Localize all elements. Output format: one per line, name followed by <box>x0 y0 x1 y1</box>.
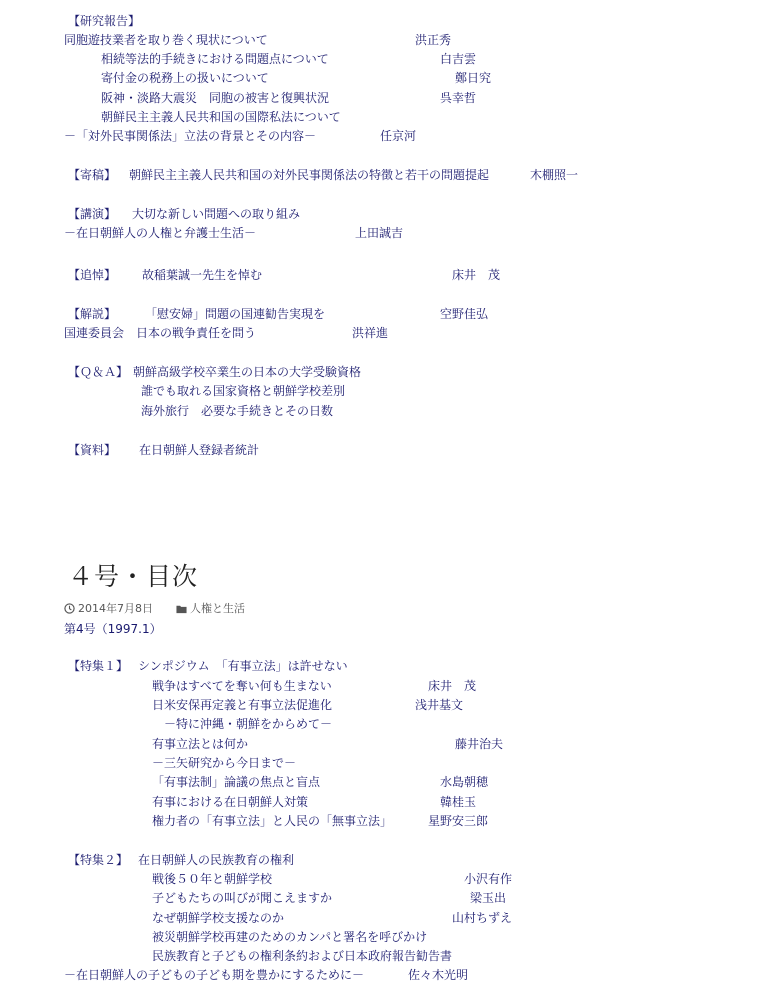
toc-entry-author: 空野佳弘 <box>440 307 489 321</box>
toc-entry-title: 在日朝鮮人登録者統計 <box>139 443 260 457</box>
section-heading-lecture: 【講演】 <box>68 207 117 221</box>
toc-entry-title: 子どもたちの叫びが聞こえますか <box>152 891 333 905</box>
toc-entry-author: 浅井基文 <box>415 698 464 712</box>
toc-entry-author: 韓桂玉 <box>440 795 477 809</box>
toc-entry-title: 有事における在日朝鮮人対策 <box>152 795 309 809</box>
toc-entry-author: 小沢有作 <box>464 872 513 886</box>
section-heading-special1: 【特集１】 <box>68 659 129 673</box>
toc-entry-title: 日米安保再定義と有事立法促進化 <box>152 698 333 712</box>
toc-entry-title: 民族教育と子どもの権利条約および日本政府報告勧告書 <box>152 949 453 963</box>
toc-entry-author: 任京河 <box>380 129 417 143</box>
toc-entry-title: 権力者の「有事立法」と人民の「無事立法」 <box>152 814 393 828</box>
toc-entry-title: 有事立法とは何か <box>152 737 249 751</box>
toc-entry-subtitle: －在日朝鮮人の人権と弁護士生活－ <box>64 226 257 240</box>
clock-icon <box>64 603 75 618</box>
section-heading-contribution: 【寄稿】 <box>68 168 117 182</box>
toc-entry-author: 床井 茂 <box>452 268 501 282</box>
toc-entry-subtitle: －特に沖縄・朝鮮をからめて－ <box>164 717 333 731</box>
toc-entry-author: 藤井治夫 <box>455 737 504 751</box>
toc-entry-title: 故稲葉誠一先生を悼む <box>142 268 263 282</box>
toc-entry-author: 木棚照一 <box>530 168 579 182</box>
toc-entry-title: 海外旅行 必要な手続きとその日数 <box>141 404 334 418</box>
toc-entry-title: 被災朝鮮学校再建のためのカンパと署名を呼びかけ <box>152 930 428 944</box>
toc-entry-title: 朝鮮民主主義人民共和国の対外民事関係法の特徴と若干の問題提起 <box>129 168 490 182</box>
toc-entry-title: 「慰安婦」問題の国連勧告実現を <box>145 307 326 321</box>
toc-entry-title: 阪神・淡路大震災 同胞の被害と復興状況 <box>101 91 330 105</box>
toc-entry-subtitle: －三矢研究から今日まで－ <box>152 756 297 770</box>
article-date: 2014年7月8日 <box>78 602 153 615</box>
toc-entry-author: 佐々木光明 <box>408 968 469 982</box>
toc-entry-title: 同胞遊技業者を取り巻く現状について <box>64 33 268 47</box>
toc-entry-subtitle: －「対外民事関係法」立法の背景とその内容－ <box>64 129 317 143</box>
toc-entry-title: 相続等法的手続きにおける問題点について <box>101 52 329 66</box>
toc-entry-title: 国連委員会 日本の戦争責任を問う <box>64 326 257 340</box>
article-title[interactable]: ４号・目次 <box>68 562 199 591</box>
article-category: 人権と生活 <box>190 602 245 615</box>
toc-entry-title: 在日朝鮮人の民族教育の権利 <box>138 853 295 867</box>
section-heading-qa: 【Ｑ＆Ａ】 <box>68 365 129 379</box>
toc-entry-title: なぜ朝鮮学校支援なのか <box>152 911 285 925</box>
toc-entry-author: 水島朝穂 <box>440 775 489 789</box>
toc-entry-author: 洪祥進 <box>352 326 389 340</box>
section-heading-special2: 【特集２】 <box>68 853 129 867</box>
issue-number: 第4号（1997.1） <box>64 622 162 636</box>
toc-entry-subtitle: －在日朝鮮人の子どもの子ども期を豊かにするために－ <box>64 968 365 982</box>
toc-entry-title: 戦後５０年と朝鮮学校 <box>152 872 273 886</box>
folder-icon <box>176 604 187 618</box>
article-category-link[interactable] <box>176 602 245 618</box>
article-date-link[interactable] <box>64 602 153 618</box>
toc-entry-title: 誰でも取れる国家資格と朝鮮学校差別 <box>141 384 346 398</box>
toc-entry-title: 「有事法制」論議の焦点と盲点 <box>152 775 321 789</box>
toc-entry-author: 呉幸哲 <box>440 91 477 105</box>
section-heading-memorial: 【追悼】 <box>68 268 117 282</box>
section-heading-material: 【資料】 <box>68 443 117 457</box>
toc-entry-author: 上田誠吉 <box>355 226 404 240</box>
toc-entry-author: 梁玉出 <box>470 891 507 905</box>
section-heading-commentary: 【解説】 <box>68 307 117 321</box>
toc-entry-title: 戦争はすべてを奪い何も生まない <box>152 679 332 693</box>
toc-entry-title: 大切な新しい問題への取り組み <box>132 207 301 221</box>
toc-entry-title: 寄付金の税務上の扱いについて <box>101 71 269 85</box>
toc-entry-author: 山村ちずえ <box>452 911 513 925</box>
toc-entry-title: 朝鮮民主主義人民共和国の国際私法について <box>101 110 341 124</box>
toc-entry-author: 洪正秀 <box>415 33 452 47</box>
toc-entry-author: 鄭日究 <box>455 71 492 85</box>
section-heading-research: 【研究報告】 <box>68 14 141 28</box>
toc-entry-title: 朝鮮高級学校卒業生の日本の大学受験資格 <box>133 365 362 379</box>
toc-entry-author: 星野安三郎 <box>428 814 489 828</box>
toc-entry-author: 白吉雲 <box>440 52 477 66</box>
toc-entry-author: 床井 茂 <box>428 679 477 693</box>
toc-entry-title: シンポジウム 「有事立法」は許せない <box>138 659 348 673</box>
